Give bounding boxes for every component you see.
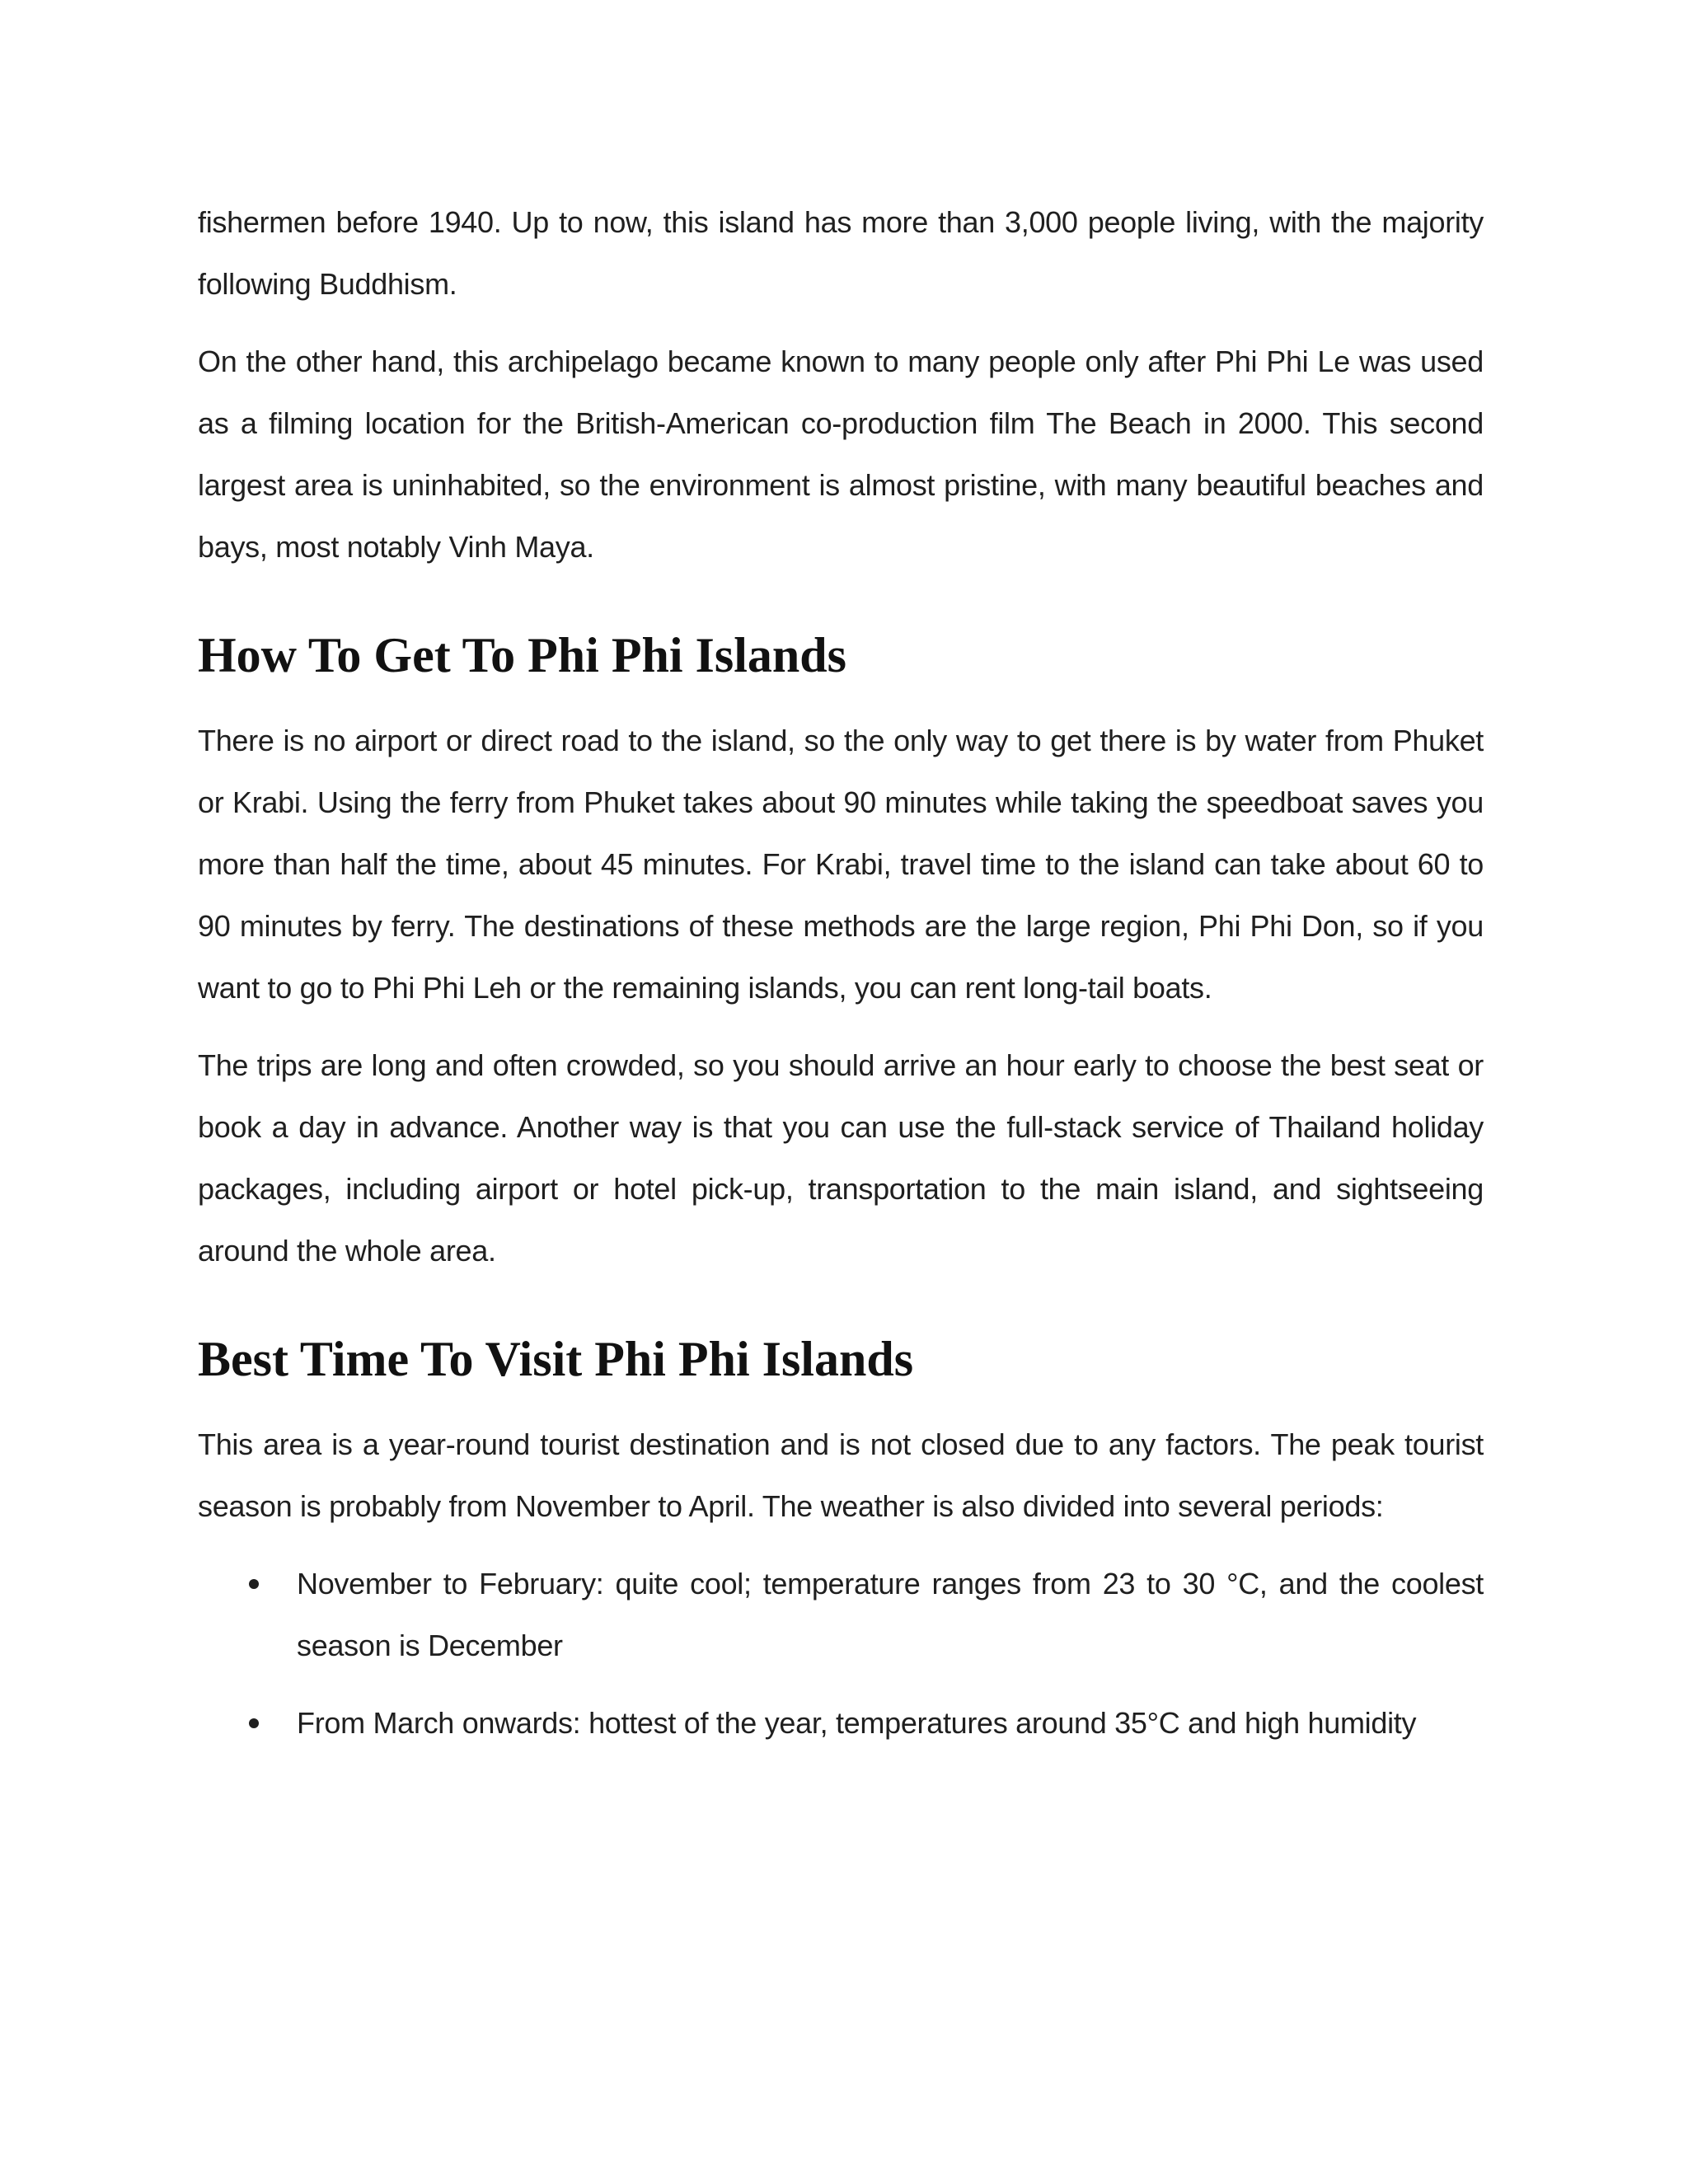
getting-there-paragraph: The trips are long and often crowded, so you should arrive an hour early to choose the best seat or book a day in advance. Another way is that you can use the full-stack service of Thailand holiday packages, including airport or hotel pick-up, transportation to the main island, and sightseeing around the whole area.: [198, 1048, 1484, 1268]
list-item-text: November to February: quite cool; temperature ranges from 23 to 30 °C, and the coolest season is December: [297, 1567, 1484, 1662]
heading-how-to-get: How To Get To Phi Phi Islands: [198, 628, 846, 682]
document-content: [198, 191, 1484, 1769]
bullet-icon: [249, 1579, 259, 1589]
best-time-paragraph: This area is a year-round tourist destination and is not closed due to any factors. The peak tourist season is probably from November to April. The weather is also divided into several periods:: [198, 1427, 1484, 1523]
getting-there-paragraph: There is no airport or direct road to the island, so the only way to get there is by water from Phuket or Krabi. Using the ferry from Phuket takes about 90 minutes while taking the speedboat saves you more than half the time, about 45 minutes. For Krabi, travel time to the island can take about 60 to 90 minutes by ferry. The destinations of these methods are the large region, Phi Phi Don, so if you want to go to Phi Phi Leh or the remaining islands, you can rent long-tail boats.: [198, 724, 1484, 1005]
list-item: [198, 1692, 1484, 1754]
list-item-text: From March onwards: hottest of the year, temperatures around 35°C and high humidity: [297, 1706, 1417, 1740]
bullet-icon: [249, 1718, 259, 1728]
list-item: [198, 1553, 1484, 1676]
intro-paragraph: fishermen before 1940. Up to now, this island has more than 3,000 people living, with the majority following Buddhism.: [198, 205, 1484, 301]
intro-paragraph: On the other hand, this archipelago became known to many people only after Phi Phi Le was used as a filming location for the British-American co-production film The Beach in 2000. This second largest area is uninhabited, so the environment is almost pristine, with many beautiful beaches and bays, most notably Vinh Maya.: [198, 344, 1484, 564]
heading-best-time: Best Time To Visit Phi Phi Islands: [198, 1332, 914, 1386]
weather-periods-list: [198, 1553, 1484, 1754]
